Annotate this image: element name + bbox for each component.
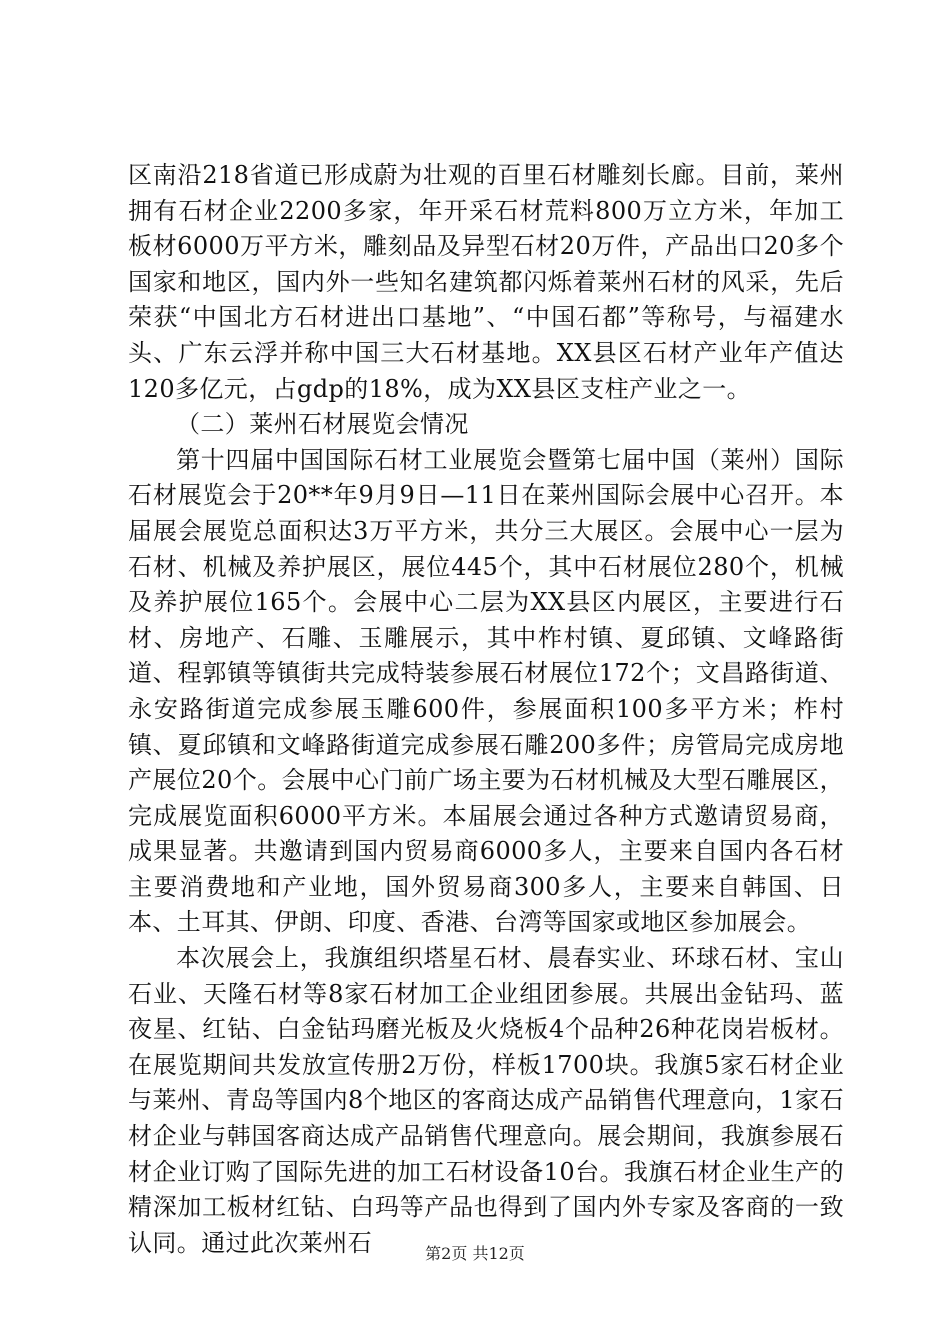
page-number-footer: 第2页 共12页 [425, 1244, 525, 1263]
paragraph-intro-continued: 区南沿218省道已形成蔚为壮观的百里石材雕刻长廊。目前，莱州拥有石材企业2200多家，年开采石材荒料800万立方米，年加工板材6000万平方米，雕刻品及异型石材20万件，产品出口20多个国家和地区，国内外一些知名建筑都闪烁着莱州石材的风采，先后荣获“中国北方石材进出口基地”、“中国石都”等称号，与福建水头、广东云浮并称中国三大石材基地。XX县区石材产业年产值达120多亿元，占gdp的18%，成为XX县区支柱产业之一。 [128, 161, 844, 403]
document-body [128, 158, 844, 1261]
paragraph-exhibition-details: 第十四届中国国际石材工业展览会暨第七届中国（莱州）国际石材展览会于20**年9月9日—11日在莱州国际会展中心召开。本届展会展览总面积达3万平方米，共分三大展区。会展中心一层为石材、机械及养护展区，展位445个，其中石材展位280个，机械及养护展位165个。会展中心二层为XX县区内展区，主要进行石材、房地产、石雕、玉雕展示，其中柞村镇、夏邱镇、文峰路街道、程郭镇等镇街共完成特装参展石材展位172个；文昌路街道、永安路街道完成参展玉雕600件，参展面积100多平方米；柞村镇、夏邱镇和文峰路街道完成参展石雕200多件；房管局完成房地产展位20个。会展中心门前广场主要为石材机械及大型石雕展区，完成展览面积6000平方米。本届展会通过各种方式邀请贸易商，成果显著。共邀请到国内贸易商6000多人，主要来自国内各石材主要消费地和产业地，国外贸易商300多人，主要来自韩国、日本、土耳其、伊朗、印度、香港、台湾等国家或地区参加展会。 [128, 445, 844, 937]
section-heading: （二）莱州石材展览会情况 [176, 410, 469, 439]
paragraph-participation: 本次展会上，我旗组织塔星石材、晨春实业、环球石材、宝山石业、天隆石材等8家石材加工企业组团参展。共展出金钻玛、蓝夜星、红钻、白金钻玛磨光板及火烧板4个品种26种花岗岩板材。在展览期间共发放宣传册2万份，样板1700块。我旗5家石材企业与莱州、青岛等国内8个地区的客商达成产品销售代理意向，1家石材企业与韩国客商达成产品销售代理意向。展会期间，我旗参展石材企业订购了国际先进的加工石材设备10台。我旗石材企业生产的精深加工板材红钻、白玛等产品也得到了国内外专家及客商的一致认同。通过此次莱州石 [128, 944, 844, 1257]
